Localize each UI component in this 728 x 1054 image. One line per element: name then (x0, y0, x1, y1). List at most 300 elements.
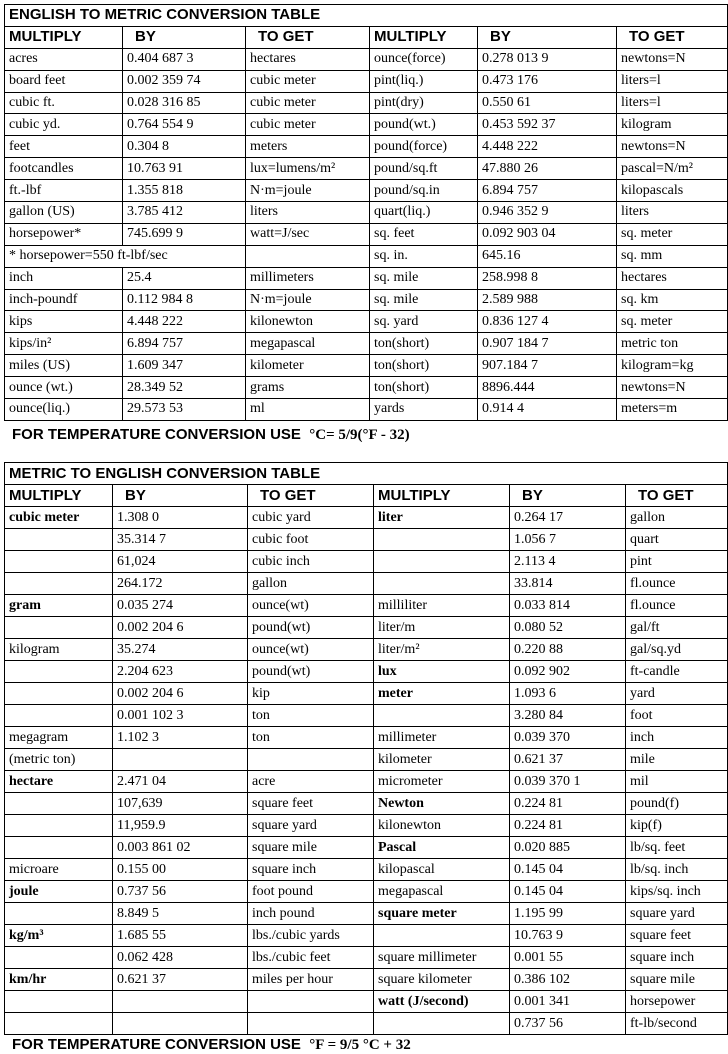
table-cell: kip (248, 683, 374, 705)
table-cell: foot (626, 705, 728, 727)
table-cell (5, 661, 113, 683)
table-cell: 8896.444 (478, 377, 617, 399)
table-cell (5, 1013, 113, 1035)
table-cell: gal/sq.yd (626, 639, 728, 661)
table-cell: 0.304 8 (123, 136, 246, 158)
table-row (5, 136, 728, 158)
metric-to-english-table (4, 462, 728, 1035)
table-cell: fl.ounce (626, 595, 728, 617)
table-cell: kilopascals (617, 180, 728, 202)
table-row (5, 771, 728, 793)
table-cell: 0.836 127 4 (478, 311, 617, 333)
english-to-metric-table (4, 4, 728, 421)
table-cell (246, 245, 370, 267)
table-cell: 2.589 988 (478, 289, 617, 311)
table-row (5, 377, 728, 399)
table-cell: 0.621 37 (510, 749, 626, 771)
table-cell: ml (246, 399, 370, 421)
table-cell (5, 573, 113, 595)
header-multiply: MULTIPLY (5, 485, 113, 507)
table-row (5, 969, 728, 991)
table-cell: milliliter (374, 595, 510, 617)
table-cell: kilogram=kg (617, 355, 728, 377)
table-cell: 907.184 7 (478, 355, 617, 377)
table-cell: megagram (5, 727, 113, 749)
table-cell: 0.278 013 9 (478, 48, 617, 70)
table-row (5, 903, 728, 925)
table-cell: watt=J/sec (246, 223, 370, 245)
table-cell: 0.386 102 (510, 969, 626, 991)
table-cell: 6.894 757 (123, 333, 246, 355)
table-cell: megapascal (246, 333, 370, 355)
table-cell: 0.002 204 6 (113, 683, 248, 705)
table-cell: millimeter (374, 727, 510, 749)
header-multiply: MULTIPLY (374, 485, 510, 507)
table-cell: micrometer (374, 771, 510, 793)
table-cell: 1.308 0 (113, 507, 248, 529)
table-cell: 1.685 55 (113, 925, 248, 947)
table-row (5, 859, 728, 881)
table-cell: square kilometer (374, 969, 510, 991)
header-to-get: TO GET (246, 26, 370, 48)
table-row (5, 925, 728, 947)
table-row (5, 529, 728, 551)
table-cell (5, 529, 113, 551)
table-cell: square yard (626, 903, 728, 925)
table-cell: ft-lb/second (626, 1013, 728, 1035)
table-cell: 28.349 52 (123, 377, 246, 399)
table-cell (374, 1013, 510, 1035)
table-cell: square inch (626, 947, 728, 969)
table-cell: 0.039 370 1 (510, 771, 626, 793)
table-row (5, 749, 728, 771)
table-cell: miles (US) (5, 355, 123, 377)
table-cell: 0.907 184 7 (478, 333, 617, 355)
table-cell: newtons=N (617, 48, 728, 70)
table-cell: square yard (248, 815, 374, 837)
table-cell: 0.028 316 85 (123, 92, 246, 114)
table-row (5, 202, 728, 224)
metric-table-title: METRIC TO ENGLISH CONVERSION TABLE (5, 463, 728, 485)
header-by: BY (113, 485, 248, 507)
table-cell: sq. mm (617, 245, 728, 267)
table-cell (5, 837, 113, 859)
table-cell: 0.404 687 3 (123, 48, 246, 70)
temperature-note-celsius (12, 426, 410, 444)
table-cell: 25.4 (123, 267, 246, 289)
header-by: BY (510, 485, 626, 507)
table-cell: microare (5, 859, 113, 881)
table-cell: kips/sq. inch (626, 881, 728, 903)
table-cell: kilogram (617, 114, 728, 136)
table-cell: sq. mile (370, 267, 478, 289)
table-cell: pint (626, 551, 728, 573)
table-row (5, 245, 728, 267)
table-row (5, 837, 728, 859)
table-cell: hectare (5, 771, 113, 793)
table-cell: kilometer (246, 355, 370, 377)
table-cell (5, 815, 113, 837)
table-cell: kip(f) (626, 815, 728, 837)
table-cell: ft-candle (626, 661, 728, 683)
table-cell: square feet (626, 925, 728, 947)
table-cell: 0.001 55 (510, 947, 626, 969)
table-cell (248, 749, 374, 771)
table-cell: ton(short) (370, 333, 478, 355)
table-cell: * horsepower=550 ft-lbf/sec (5, 245, 246, 267)
table-cell (5, 551, 113, 573)
table-cell: ounce (wt.) (5, 377, 123, 399)
table-cell: fl.ounce (626, 573, 728, 595)
table-cell (5, 705, 113, 727)
table-cell: kilopascal (374, 859, 510, 881)
table-cell: pound(force) (370, 136, 478, 158)
table-row (5, 399, 728, 421)
table-cell: foot pound (248, 881, 374, 903)
english-table-title: ENGLISH TO METRIC CONVERSION TABLE (5, 5, 728, 27)
table-cell: sq. feet (370, 223, 478, 245)
table-row (5, 617, 728, 639)
table-cell: 6.894 757 (478, 180, 617, 202)
table-row (5, 355, 728, 377)
table-cell: pound(wt.) (370, 114, 478, 136)
table-cell: footcandles (5, 158, 123, 180)
table-cell: newtons=N (617, 377, 728, 399)
table-row (5, 48, 728, 70)
table-cell: inch (5, 267, 123, 289)
table-cell: sq. meter (617, 223, 728, 245)
table-cell: cubic ft. (5, 92, 123, 114)
table-cell: 2.471 04 (113, 771, 248, 793)
table-cell: 645.16 (478, 245, 617, 267)
table-cell: sq. meter (617, 311, 728, 333)
table-row (5, 551, 728, 573)
table-cell (5, 683, 113, 705)
table-cell: square meter (374, 903, 510, 925)
table-cell: hectares (246, 48, 370, 70)
table-cell (5, 991, 113, 1013)
table-cell: 264.172 (113, 573, 248, 595)
temperature-note-label: FOR TEMPERATURE CONVERSION USE (12, 1036, 301, 1053)
table-cell: kips (5, 311, 123, 333)
table-cell: 745.699 9 (123, 223, 246, 245)
table-cell: N·m=joule (246, 289, 370, 311)
table-cell: 0.737 56 (113, 881, 248, 903)
table-cell: 0.224 81 (510, 793, 626, 815)
table-cell: 0.220 88 (510, 639, 626, 661)
table-cell: watt (J/second) (374, 991, 510, 1013)
table-row (5, 311, 728, 333)
table-cell: pound/sq.in (370, 180, 478, 202)
header-to-get: TO GET (248, 485, 374, 507)
table-cell: 61,024 (113, 551, 248, 573)
table-cell: kips/in² (5, 333, 123, 355)
table-cell: square mile (248, 837, 374, 859)
table-cell: ton (248, 727, 374, 749)
table-cell: 1.609 347 (123, 355, 246, 377)
table-cell: gallon (248, 573, 374, 595)
table-cell (113, 1013, 248, 1035)
table-cell (5, 793, 113, 815)
table-cell: 0.224 81 (510, 815, 626, 837)
table-cell: 10.763 91 (123, 158, 246, 180)
table-cell: pint(liq.) (370, 70, 478, 92)
table-cell: lb/sq. inch (626, 859, 728, 881)
table-cell: newtons=N (617, 136, 728, 158)
table-row (5, 705, 728, 727)
table-cell: mil (626, 771, 728, 793)
table-cell: 0.946 352 9 (478, 202, 617, 224)
temperature-formula: °F = 9/5 °C + 32 (309, 1037, 411, 1053)
table-cell: hectares (617, 267, 728, 289)
table-cell: cubic yd. (5, 114, 123, 136)
table-cell: board feet (5, 70, 123, 92)
header-by: BY (123, 26, 246, 48)
table-cell: 107,639 (113, 793, 248, 815)
table-cell: 2.204 623 (113, 661, 248, 683)
table-cell: sq. mile (370, 289, 478, 311)
table-cell: ounce(wt) (248, 639, 374, 661)
table-row (5, 727, 728, 749)
table-cell: liters (617, 202, 728, 224)
table-row (5, 595, 728, 617)
table-cell: liter (374, 507, 510, 529)
table-cell: km/hr (5, 969, 113, 991)
table-cell: kilogram (5, 639, 113, 661)
table-cell: inch (626, 727, 728, 749)
table-cell: ton(short) (370, 377, 478, 399)
table-cell (374, 551, 510, 573)
table-row (5, 639, 728, 661)
temperature-formula: °C= 5/9(°F - 32) (309, 427, 410, 443)
table-cell: 0.764 554 9 (123, 114, 246, 136)
table-cell (374, 573, 510, 595)
table-cell: square inch (248, 859, 374, 881)
table-cell: 0.039 370 (510, 727, 626, 749)
table-cell: meters=m (617, 399, 728, 421)
table-cell: 0.035 274 (113, 595, 248, 617)
table-cell: liter/m (374, 617, 510, 639)
table-cell: gram (5, 595, 113, 617)
table-cell: 1.355 818 (123, 180, 246, 202)
table-cell: 0.001 341 (510, 991, 626, 1013)
table-cell: meters (246, 136, 370, 158)
table-cell: 0.080 52 (510, 617, 626, 639)
table-row (5, 114, 728, 136)
table-cell: 0.092 902 (510, 661, 626, 683)
table-cell (113, 991, 248, 1013)
table-cell: grams (246, 377, 370, 399)
table-row (5, 815, 728, 837)
table-cell: cubic meter (246, 70, 370, 92)
table-cell: pound(wt) (248, 617, 374, 639)
table-cell: 3.280 84 (510, 705, 626, 727)
table-cell: 35.274 (113, 639, 248, 661)
table-row (5, 70, 728, 92)
temperature-note-fahrenheit (12, 1036, 411, 1054)
table-cell: ounce(wt) (248, 595, 374, 617)
table-cell: 0.473 176 (478, 70, 617, 92)
table-cell: 0.092 903 04 (478, 223, 617, 245)
table-cell: gallon (US) (5, 202, 123, 224)
table-cell: 0.145 04 (510, 859, 626, 881)
table-cell: mile (626, 749, 728, 771)
table-cell: millimeters (246, 267, 370, 289)
table-cell: lbs./cubic yards (248, 925, 374, 947)
table-cell: 10.763 9 (510, 925, 626, 947)
table-row (5, 661, 728, 683)
table-row (5, 180, 728, 202)
header-multiply: MULTIPLY (5, 26, 123, 48)
table-cell: 0.155 00 (113, 859, 248, 881)
table-cell: 0.914 4 (478, 399, 617, 421)
table-cell: acre (248, 771, 374, 793)
table-cell: ounce(liq.) (5, 399, 123, 421)
table-cell: cubic inch (248, 551, 374, 573)
table-cell (5, 617, 113, 639)
table-cell: 47.880 26 (478, 158, 617, 180)
table-cell: 0.003 861 02 (113, 837, 248, 859)
table-cell: 0.737 56 (510, 1013, 626, 1035)
table-cell: sq. yard (370, 311, 478, 333)
table-cell: kg/m³ (5, 925, 113, 947)
table-cell: 4.448 222 (123, 311, 246, 333)
table-cell: ton (248, 705, 374, 727)
table-cell: yards (370, 399, 478, 421)
table-cell: kilonewton (374, 815, 510, 837)
table-cell: lux (374, 661, 510, 683)
table-cell: quart(liq.) (370, 202, 478, 224)
table-cell (374, 925, 510, 947)
header-multiply: MULTIPLY (370, 26, 478, 48)
table-cell: 4.448 222 (478, 136, 617, 158)
table-cell: N·m=joule (246, 180, 370, 202)
table-cell: liter/m² (374, 639, 510, 661)
table-row (5, 158, 728, 180)
table-cell (248, 991, 374, 1013)
table-cell: Pascal (374, 837, 510, 859)
table-cell: megapascal (374, 881, 510, 903)
table-row (5, 881, 728, 903)
table-cell: liters (246, 202, 370, 224)
table-cell: gallon (626, 507, 728, 529)
table-cell: 0.033 814 (510, 595, 626, 617)
table-cell: pound/sq.ft (370, 158, 478, 180)
table-cell: square mile (626, 969, 728, 991)
table-cell: horsepower* (5, 223, 123, 245)
table-cell: 3.785 412 (123, 202, 246, 224)
table-cell: square millimeter (374, 947, 510, 969)
table-cell: joule (5, 881, 113, 903)
temperature-note-label: FOR TEMPERATURE CONVERSION USE (12, 426, 301, 443)
table-row (5, 92, 728, 114)
table-cell: 0.002 204 6 (113, 617, 248, 639)
table-cell: 1.195 99 (510, 903, 626, 925)
table-cell: miles per hour (248, 969, 374, 991)
table-cell: square feet (248, 793, 374, 815)
table-cell: kilonewton (246, 311, 370, 333)
table-cell: 1.093 6 (510, 683, 626, 705)
table-cell: 8.849 5 (113, 903, 248, 925)
table-cell: 0.550 61 (478, 92, 617, 114)
table-cell: 33.814 (510, 573, 626, 595)
table-cell (374, 705, 510, 727)
table-cell: liters=l (617, 92, 728, 114)
table-row (5, 947, 728, 969)
table-cell (5, 947, 113, 969)
table-cell: liters=l (617, 70, 728, 92)
table-cell: cubic yard (248, 507, 374, 529)
header-by: BY (478, 26, 617, 48)
table-cell: ton(short) (370, 355, 478, 377)
table-cell: meter (374, 683, 510, 705)
table-cell: lb/sq. feet (626, 837, 728, 859)
table-cell (248, 1013, 374, 1035)
table-row (5, 223, 728, 245)
table-row (5, 991, 728, 1013)
table-cell: sq. in. (370, 245, 478, 267)
table-cell: pascal=N/m² (617, 158, 728, 180)
table-cell: 258.998 8 (478, 267, 617, 289)
table-cell: (metric ton) (5, 749, 113, 771)
table-cell: cubic meter (246, 92, 370, 114)
table-cell: 35.314 7 (113, 529, 248, 551)
table-cell: feet (5, 136, 123, 158)
table-cell: yard (626, 683, 728, 705)
header-to-get: TO GET (626, 485, 728, 507)
table-cell: 0.453 592 37 (478, 114, 617, 136)
table-cell: 11,959.9 (113, 815, 248, 837)
table-row (5, 289, 728, 311)
table-cell: metric ton (617, 333, 728, 355)
table-cell: lbs./cubic feet (248, 947, 374, 969)
table-cell: kilometer (374, 749, 510, 771)
header-to-get: TO GET (617, 26, 728, 48)
table-row (5, 1013, 728, 1035)
table-cell (113, 749, 248, 771)
table-cell: ounce(force) (370, 48, 478, 70)
table-cell: quart (626, 529, 728, 551)
table-cell: cubic foot (248, 529, 374, 551)
table-cell: 0.145 04 (510, 881, 626, 903)
table-row (5, 793, 728, 815)
table-cell: 1.056 7 (510, 529, 626, 551)
table-cell: acres (5, 48, 123, 70)
table-row (5, 683, 728, 705)
table-cell: 1.102 3 (113, 727, 248, 749)
table-cell: cubic meter (246, 114, 370, 136)
table-cell (5, 903, 113, 925)
table-row (5, 267, 728, 289)
table-cell: ft.-lbf (5, 180, 123, 202)
table-cell: horsepower (626, 991, 728, 1013)
table-cell: 0.020 885 (510, 837, 626, 859)
table-cell: 0.112 984 8 (123, 289, 246, 311)
table-cell: pint(dry) (370, 92, 478, 114)
table-cell: 29.573 53 (123, 399, 246, 421)
table-cell: 0.001 102 3 (113, 705, 248, 727)
table-cell: pound(wt) (248, 661, 374, 683)
table-cell: pound(f) (626, 793, 728, 815)
table-cell: gal/ft (626, 617, 728, 639)
table-row (5, 333, 728, 355)
table-cell: Newton (374, 793, 510, 815)
table-cell: cubic meter (5, 507, 113, 529)
table-cell: sq. km (617, 289, 728, 311)
table-cell: lux=lumens/m² (246, 158, 370, 180)
table-cell (374, 529, 510, 551)
table-row (5, 573, 728, 595)
